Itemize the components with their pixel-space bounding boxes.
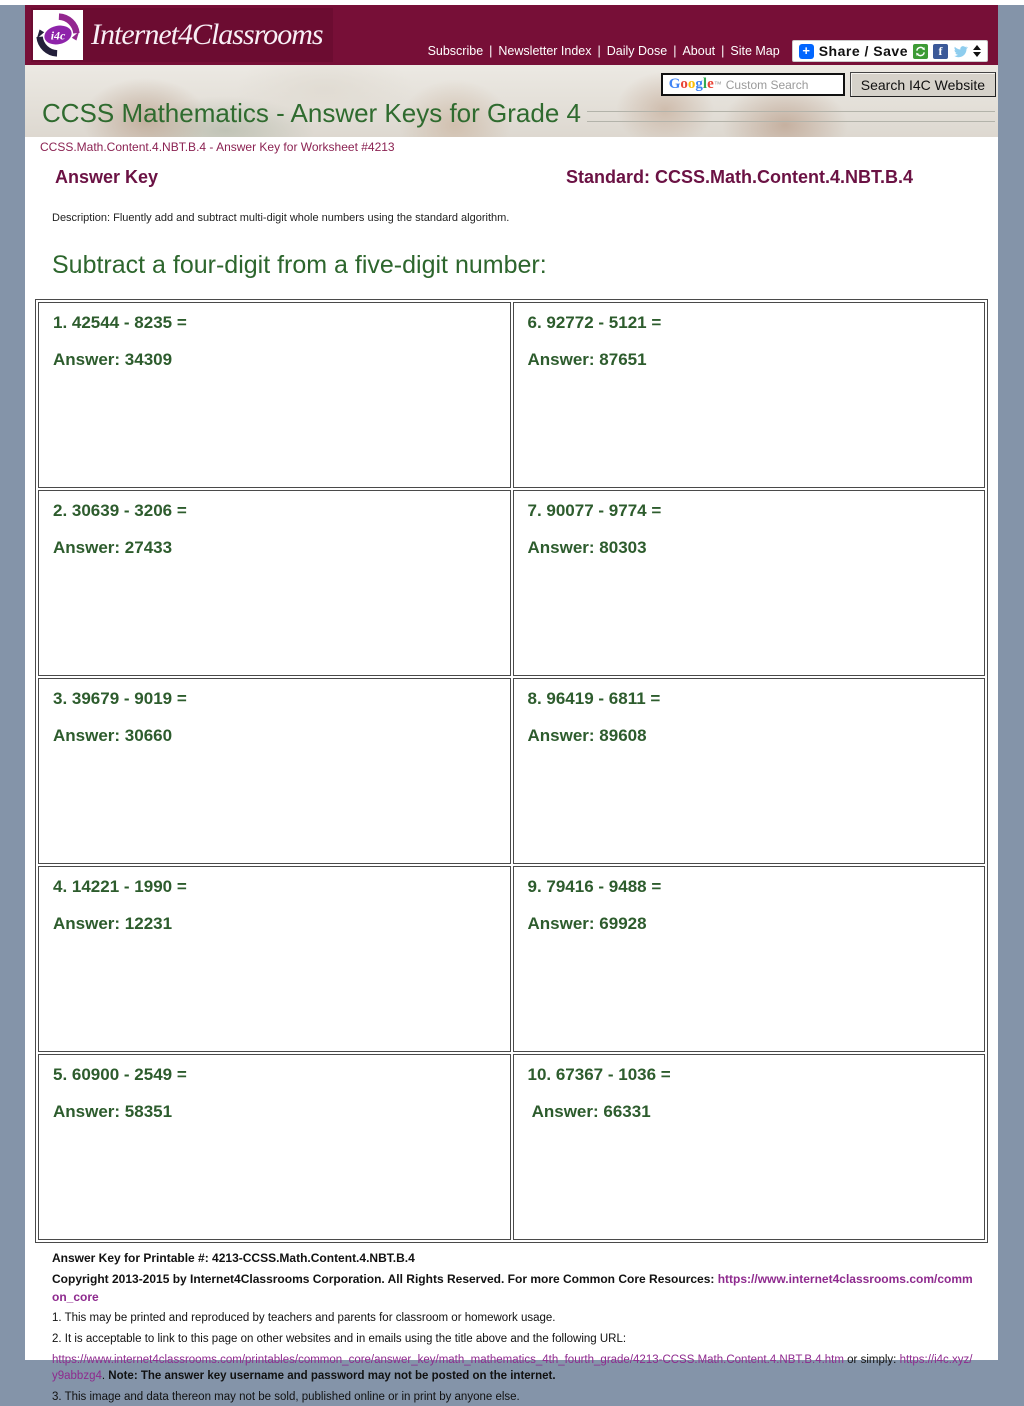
usage-item-3: 3. This image and data thereon may not be sold, published online or in print by anyone else. — [52, 1390, 520, 1403]
problem-text: 9. 79416 - 9488 = — [527, 877, 662, 896]
problem-cell-1 — [38, 302, 511, 488]
copyright-line — [52, 1271, 978, 1306]
copyright-text: Copyright 2013-2015 by Internet4Classrooms Corporation. All Rights Reserved. For more Common Core Resources: — [52, 1272, 718, 1287]
google-letter: o — [680, 76, 688, 92]
google-letter: G — [668, 76, 681, 92]
answer-text: Answer: 58351 — [53, 1102, 173, 1121]
table-row — [38, 678, 985, 864]
note-text: Note: The answer key username and password may not be posted on the internet. — [108, 1370, 556, 1383]
answer-text: Answer: 27433 — [53, 538, 173, 557]
problem-cell-3 — [38, 678, 511, 864]
svg-text:i4c: i4c — [50, 28, 66, 43]
table-row — [38, 1054, 985, 1240]
problem-cell-7 — [513, 490, 986, 676]
problem-text: 6. 92772 - 5121 = — [527, 313, 662, 332]
search-i4c-website-button[interactable]: Search I4C Website — [850, 72, 996, 97]
google-custom-search-input[interactable] — [661, 73, 845, 96]
google-letter: e — [707, 76, 714, 92]
problem-text: 2. 30639 - 3206 = — [53, 501, 187, 520]
nav-subscribe[interactable]: Subscribe — [427, 44, 484, 58]
trademark-symbol: ™ — [713, 80, 722, 89]
sharethis-icon[interactable] — [913, 44, 928, 59]
banner-title-row — [42, 98, 995, 129]
breadcrumb-text[interactable]: CCSS.Math.Content.4.NBT.B.4 - Answer Key for Worksheet #4213 — [40, 140, 395, 154]
answer-text: Answer: 89608 — [527, 726, 647, 745]
share-save-label: Share / Save — [818, 43, 908, 59]
nav-site-map[interactable]: Site Map — [730, 44, 780, 58]
site-header — [25, 5, 998, 65]
table-row — [38, 302, 985, 488]
addtoany-plus-icon[interactable]: + — [799, 44, 814, 59]
top-nav — [428, 44, 780, 58]
problem-cell-4 — [38, 866, 511, 1052]
site-logo[interactable] — [31, 8, 333, 62]
i4c-logo-icon — [33, 10, 83, 60]
table-row — [38, 866, 985, 1052]
answer-table — [35, 299, 988, 1243]
problem-text: 1. 42544 - 8235 = — [53, 313, 187, 332]
photo-banner — [25, 65, 998, 137]
problem-cell-10 — [513, 1054, 986, 1240]
search-placeholder: Custom Search — [725, 77, 809, 92]
page-footer — [52, 1250, 978, 1406]
problem-cell-9 — [513, 866, 986, 1052]
period-text: . — [101, 1370, 109, 1383]
problem-cell-8 — [513, 678, 986, 864]
nav-separator: | — [489, 44, 493, 58]
short-url-link[interactable]: https://i4c.xyz/y9abbzg4 — [52, 1353, 973, 1383]
problem-cell-2 — [38, 490, 511, 676]
nav-newsletter-index[interactable]: Newsletter Index — [498, 44, 592, 58]
problem-text: 5. 60900 - 2549 = — [53, 1065, 187, 1084]
usage-item-1: 1. This may be printed and reproduced by teachers and parents for classroom or homework usage. — [52, 1312, 556, 1325]
answer-text: Answer: 12231 — [53, 914, 173, 933]
nav-separator: | — [673, 44, 677, 58]
google-letter: g — [695, 76, 703, 92]
problem-cell-5 — [38, 1054, 511, 1240]
or-simply-text: or simply: — [843, 1353, 900, 1366]
answer-text: Answer: 34309 — [53, 350, 173, 369]
search-row — [661, 72, 996, 97]
title-rule-lines — [587, 111, 995, 122]
usage-item-2: 2. It is acceptable to link to this page on other websites and in emails using the title above and the following URL: — [52, 1332, 627, 1345]
twitter-icon[interactable] — [953, 44, 968, 59]
problem-text: 4. 14221 - 1990 = — [53, 877, 187, 896]
answer-text: Answer: 30660 — [53, 726, 173, 745]
standard-label: Standard: CCSS.Math.Content.4.NBT.B.4 — [565, 167, 913, 187]
nav-about[interactable]: About — [682, 44, 716, 58]
header-right — [428, 40, 988, 62]
answer-text: Answer: 87651 — [527, 350, 647, 369]
google-letter: o — [687, 76, 696, 92]
share-expander-icon[interactable] — [973, 45, 981, 57]
google-letter: l — [702, 76, 708, 92]
answer-text: Answer: 69928 — [527, 914, 647, 933]
breadcrumb — [25, 137, 998, 154]
problem-text: 8. 96419 - 6811 = — [527, 689, 661, 708]
problem-text: 3. 39679 - 9019 = — [53, 689, 187, 708]
page-container — [25, 0, 998, 1403]
answer-key-header-row — [25, 154, 998, 188]
page-title: CCSS Mathematics - Answer Keys for Grade 4 — [42, 98, 581, 128]
usage-item-2-urls — [52, 1352, 978, 1385]
printable-id: Answer Key for Printable #: 4213-CCSS.Math.Content.4.NBT.B.4 — [52, 1251, 415, 1265]
section-heading: Subtract a four-digit from a five-digit number: — [52, 251, 547, 279]
share-save-widget[interactable] — [792, 40, 988, 62]
common-core-link[interactable]: https://www.internet4classrooms.com/common_core — [52, 1272, 973, 1304]
problem-text: 7. 90077 - 9774 = — [527, 501, 662, 520]
problem-text: 10. 67367 - 1036 = — [527, 1065, 671, 1084]
nav-separator: | — [721, 44, 725, 58]
answer-text: Answer: 80303 — [527, 538, 647, 557]
answer-key-heading: Answer Key — [55, 167, 159, 187]
answer-text: Answer: 66331 — [527, 1102, 651, 1121]
facebook-icon[interactable]: f — [933, 44, 948, 59]
nav-separator: | — [597, 44, 601, 58]
table-row — [38, 490, 985, 676]
logo-wordmark: Internet4Classrooms — [91, 18, 323, 51]
problem-cell-6 — [513, 302, 986, 488]
standard-description: Description: Fluently add and subtract multi-digit whole numbers using the standard algorithm. — [52, 212, 510, 224]
worksheet-url-link[interactable]: https://www.internet4classrooms.com/printables/common_core/answer_key/math_mathematics_4th_fourth_grade/4213-CCSS.Math.Content.4.NBT.B.4.htm — [52, 1353, 844, 1366]
nav-daily-dose[interactable]: Daily Dose — [606, 44, 668, 58]
